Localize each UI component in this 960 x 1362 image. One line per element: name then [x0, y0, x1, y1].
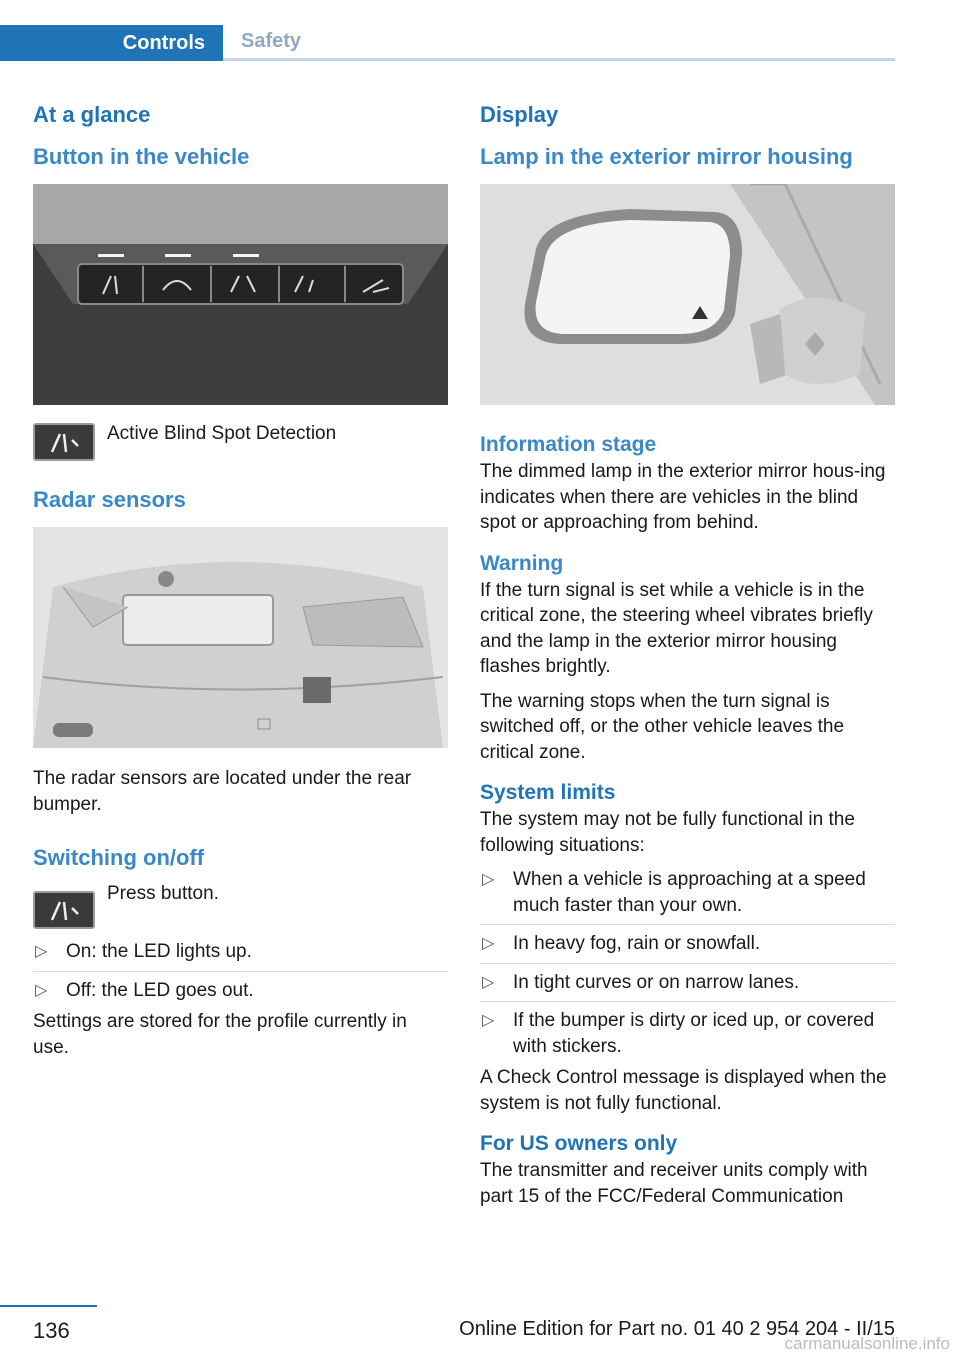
tab-safety[interactable]: Safety	[223, 25, 895, 61]
list-item: ▷ When a vehicle is approaching at a speed much faster than your own.	[480, 867, 895, 925]
triangle-bullet-icon: ▷	[35, 943, 48, 960]
blind-spot-button-icon-2	[33, 891, 95, 929]
list-item: ▷ In tight curves or on narrow lanes.	[480, 970, 895, 1003]
button-in-vehicle-heading: Button in the vehicle	[33, 144, 250, 169]
warning-heading: Warning	[480, 551, 564, 575]
settings-text: Settings are stored for the profile currently in use.	[33, 1011, 407, 1058]
rear-bumper-image	[33, 527, 448, 748]
mirror-image	[480, 184, 895, 405]
us-owners-text: The transmitter and receiver units comply with part 15 of the FCC/Federal Communication	[480, 1160, 868, 1207]
list-item: ▷ On: the LED lights up.	[33, 939, 448, 972]
triangle-bullet-icon: ▷	[482, 1012, 495, 1029]
check-control-text: A Check Control message is displayed when the system is not fully functional.	[480, 1067, 887, 1114]
information-stage-text: The dimmed lamp in the exterior mirror hous‐ing indicates when there are vehicles in the blind spot or approaching from behind.	[480, 461, 886, 533]
page-number: 136	[33, 1318, 70, 1343]
system-limits-text: The system may not be fully functional in the following situations:	[480, 809, 855, 856]
footer-rule	[0, 1305, 97, 1307]
button-panel-image	[33, 184, 448, 405]
system-limits-heading: System limits	[480, 781, 616, 804]
edition-text: Online Edition for Part no. 01 40 2 954 204 - II/15	[459, 1318, 895, 1340]
radar-sensors-heading: Radar sensors	[33, 487, 186, 512]
left-column	[33, 100, 448, 1069]
blind-spot-label: Active Blind Spot Detection	[107, 423, 337, 444]
blind-spot-button-icon	[33, 423, 95, 461]
radar-location-text: The radar sensors are located under the rear bumper.	[33, 768, 412, 815]
tab-controls[interactable]: Controls	[0, 25, 223, 61]
triangle-bullet-icon: ▷	[482, 935, 495, 952]
limits-list	[480, 867, 895, 1065]
display-heading: Display	[480, 102, 559, 127]
watermark: carmanualsonline.info	[784, 1334, 950, 1353]
switching-heading: Switching on/off	[33, 845, 205, 870]
warning-text-2: The warning stops when the turn signal is switched off, or the other vehicle leaves the critical zone.	[480, 690, 845, 763]
list-item: ▷ If the bumper is dirty or iced up, or covered with stickers.	[482, 1010, 875, 1057]
us-owners-heading: For US owners only	[480, 1132, 678, 1155]
press-button-text: Press button.	[107, 883, 219, 904]
information-stage-heading: Information stage	[480, 433, 657, 456]
triangle-bullet-icon: ▷	[35, 981, 48, 999]
triangle-bullet-icon: ▷	[482, 973, 495, 991]
list-item: ▷ In heavy fog, rain or snowfall.	[480, 931, 895, 964]
abs-icon-row	[33, 423, 448, 461]
at-a-glance-heading: At a glance	[33, 102, 151, 127]
chapter-tabs	[0, 25, 895, 61]
triangle-bullet-icon: ▷	[482, 871, 495, 888]
right-column	[480, 100, 895, 1218]
lamp-heading: Lamp in the exterior mirror housing	[480, 144, 853, 169]
warning-text-1: If the turn signal is set while a vehicle is in the critical zone, the steering wheel vibrates briefly and the lamp in the exterior mirror housing flashes brightly.	[480, 579, 873, 677]
on-off-list	[33, 939, 448, 1009]
list-item: ▷ Off: the LED goes out.	[33, 978, 448, 1010]
press-button-row	[33, 885, 448, 929]
